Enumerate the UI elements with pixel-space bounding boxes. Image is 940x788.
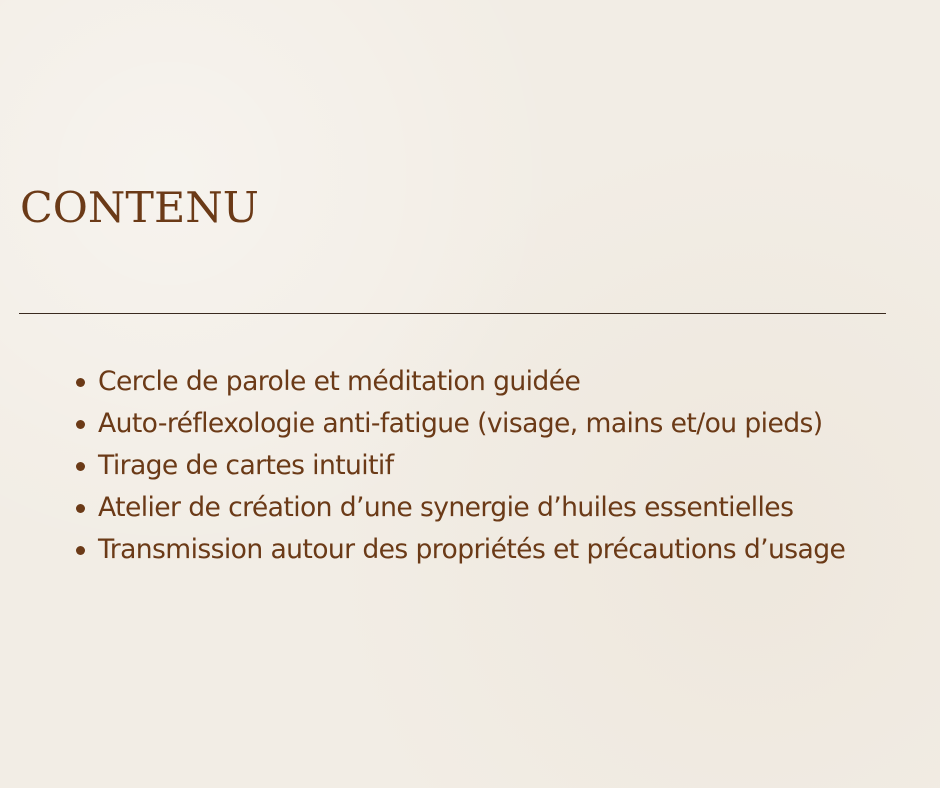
bullet-icon (76, 546, 85, 555)
list-item-text: Auto-réflexologie anti-fatigue (visage, mains et/ou pieds) (98, 408, 823, 439)
list-item-text: Atelier de création d’une synergie d’huiles essentielles (98, 492, 794, 523)
page-title: CONTENU (20, 183, 259, 232)
list-item (74, 405, 845, 447)
list-item (74, 363, 845, 405)
divider (19, 313, 886, 314)
list-item-text: Transmission autour des propriétés et précautions d’usage (98, 534, 846, 565)
list-item (74, 489, 845, 531)
bullet-icon (76, 378, 85, 387)
list-item-text: Tirage de cartes intuitif (98, 450, 394, 481)
bullet-icon (76, 462, 85, 471)
list-item (74, 447, 845, 489)
content-list (74, 363, 845, 573)
bullet-icon (76, 504, 85, 513)
list-item (74, 531, 845, 573)
list-item-text: Cercle de parole et méditation guidée (98, 366, 581, 397)
bullet-icon (76, 420, 85, 429)
